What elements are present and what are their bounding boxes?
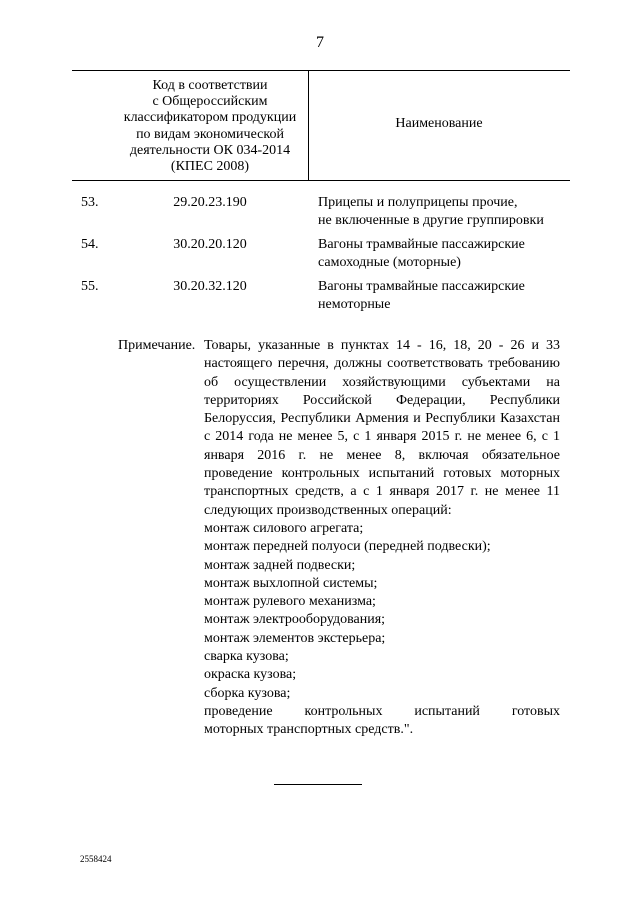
row-number: 54. — [81, 237, 99, 252]
row-name — [318, 278, 568, 314]
note-body — [204, 337, 560, 740]
note-item: окраска кузова; — [204, 667, 297, 683]
header-code-line: Код в соответствии — [152, 78, 268, 93]
row-code: 30.20.20.120 — [173, 237, 247, 252]
header-code-line: деятельности ОК 034-2014 — [129, 142, 291, 158]
row-number: 53. — [81, 195, 99, 210]
note-item: монтаж электрооборудования; — [204, 612, 386, 628]
row-name-line: самоходные (моторные) — [318, 255, 461, 270]
note-item: монтаж выхлопной системы; — [204, 575, 378, 591]
document-id: 2558424 — [80, 854, 112, 864]
header-code-line: классификатором продукции — [123, 110, 297, 126]
row-code: 30.20.32.120 — [173, 279, 247, 294]
note-item: монтаж элементов экстерьера; — [204, 630, 386, 646]
header-code-line: с Общероссийским — [152, 94, 268, 110]
note-item: монтаж передней полуоси (передней подвески); — [204, 539, 491, 555]
table-header-code — [112, 78, 308, 175]
page-number: 7 — [316, 34, 324, 51]
table-header-name: Наименование — [395, 116, 483, 131]
row-name-line: Вагоны трамвайные пассажирские — [318, 279, 525, 294]
note-last-item-line: моторных транспортных средств.". — [204, 722, 414, 738]
note-paragraph: Товары, указанные в пунктах 14 - 16, 18, 20 - 26 и 33 настоящего перечня, должны соответствовать требованию об осуществлении хозяйствующими субъектами на территориях Российской Федерации, Республики Белоруссия, Республики Армения и Республики Казахстан с 2014 года не менее 5, с 1 января 2015 г. не менее 6, с 1 января 2016 г. не менее 8, включая обязательное проведение контрольных испытаний готовых моторных транспортных средств, а с 1 января 2017 г. не менее 11 следующих производственных операций: — [204, 338, 560, 518]
header-code-line: по видам экономической — [136, 126, 284, 142]
end-rule — [274, 784, 362, 785]
note-item: монтаж задней подвески; — [204, 557, 356, 573]
row-code: 29.20.23.190 — [173, 195, 247, 210]
table-top-rule — [72, 70, 570, 71]
note-label: Примечание. — [118, 338, 196, 353]
row-name-line: Вагоны трамвайные пассажирские — [318, 237, 525, 252]
note-item: монтаж рулевого механизма; — [204, 594, 376, 610]
note-item: монтаж силового агрегата; — [204, 520, 364, 536]
row-name — [318, 236, 568, 272]
note-item: сварка кузова; — [204, 649, 289, 665]
row-name-line: Прицепы и полуприцепы прочие, — [318, 195, 518, 210]
note-last-item-line: проведение контрольных испытаний готовых — [204, 703, 560, 719]
row-number: 55. — [81, 279, 99, 294]
row-name — [318, 194, 568, 230]
header-code-line: (КПЕС 2008) — [170, 159, 250, 175]
row-name-line: немоторные — [318, 297, 391, 312]
row-name-line: не включенные в другие группировки — [318, 213, 544, 228]
note-item: сборка кузова; — [204, 685, 291, 701]
table-header-rule — [72, 180, 570, 181]
